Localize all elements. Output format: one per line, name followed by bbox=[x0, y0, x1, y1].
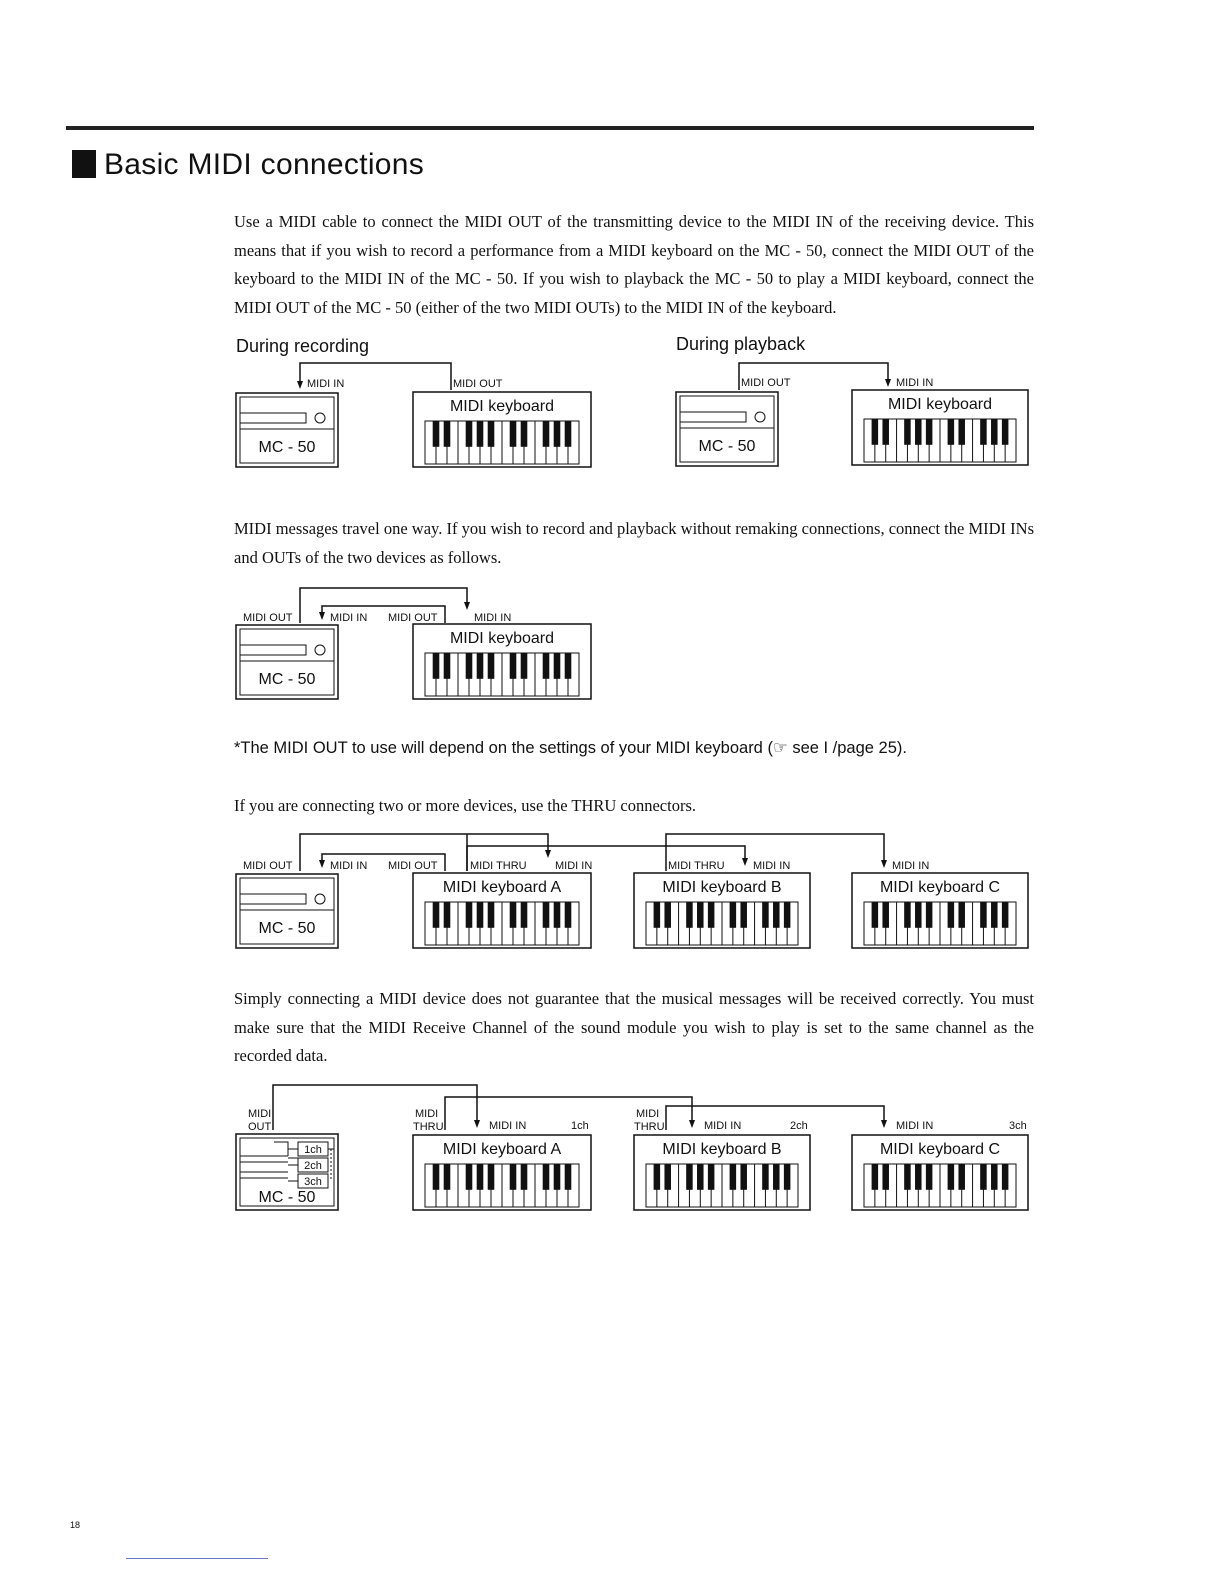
two-way-diagram bbox=[0, 580, 1224, 705]
heading-text: Basic MIDI connections bbox=[104, 148, 425, 181]
midi-label: MIDI bbox=[636, 1108, 660, 1120]
black-key bbox=[980, 419, 987, 445]
mc50-device bbox=[236, 393, 338, 467]
midi-in-label: MIDI IN bbox=[307, 378, 345, 390]
mc50-label: MC - 50 bbox=[258, 439, 316, 456]
thru-label: THRU bbox=[413, 1121, 444, 1133]
midi-in-label: MIDI IN bbox=[896, 1120, 934, 1132]
black-key bbox=[477, 1164, 484, 1190]
black-key bbox=[948, 1164, 955, 1190]
midi-in-label: MIDI IN bbox=[753, 860, 791, 872]
black-key bbox=[980, 1164, 987, 1190]
black-key bbox=[697, 902, 704, 928]
black-key bbox=[466, 1164, 473, 1190]
channel-2-label: 2ch bbox=[790, 1120, 808, 1132]
black-key bbox=[958, 902, 965, 928]
midi-in-label: MIDI IN bbox=[892, 860, 930, 872]
footer-line bbox=[126, 1558, 268, 1559]
keyboard-c-label: MIDI keyboard C bbox=[879, 879, 1001, 896]
midi-keyboard-b bbox=[634, 1135, 810, 1210]
black-key bbox=[762, 902, 769, 928]
black-key bbox=[543, 653, 550, 679]
intro-paragraph: Use a MIDI cable to connect the MIDI OUT of the transmitting device to the MIDI IN of the receiving device. This means that if you wish to record a performance from a MIDI keyboard on the MC - 50, connect the MIDI OUT of the keyboard to the MIDI IN of the MC - 50. If you wish to playback the MC - 50 to play a MIDI keyboard, connect the MIDI OUT of the MC - 50 (either of the two MIDI OUTs) to the MIDI IN of the keyboard. bbox=[234, 212, 1034, 317]
section-heading bbox=[72, 148, 424, 182]
black-key bbox=[1002, 1164, 1009, 1190]
thru-label: THRU bbox=[634, 1121, 665, 1133]
black-key bbox=[521, 1164, 528, 1190]
black-key bbox=[477, 421, 484, 447]
channel-1-label: 1ch bbox=[571, 1120, 589, 1132]
keyboard-b-label: MIDI keyboard B bbox=[662, 1141, 782, 1158]
thru-paragraph: If you are connecting two or more devices, use the THRU connectors. bbox=[234, 796, 697, 815]
black-key bbox=[872, 419, 879, 445]
black-key bbox=[872, 1164, 879, 1190]
midi-keyboard bbox=[413, 392, 591, 467]
black-key bbox=[773, 1164, 780, 1190]
one-way-paragraph: MIDI messages travel one way. If you wish to record and playback without remaking connections, connect the MIDI INs and OUTs of the two devices as follows. bbox=[234, 519, 1034, 567]
black-key bbox=[991, 419, 998, 445]
black-key bbox=[488, 902, 495, 928]
black-key bbox=[477, 902, 484, 928]
black-key bbox=[1002, 419, 1009, 445]
black-key bbox=[444, 1164, 451, 1190]
midi-keyboard-a bbox=[413, 1135, 591, 1210]
black-key bbox=[543, 421, 550, 447]
midi-label: MIDI bbox=[415, 1108, 439, 1120]
black-key bbox=[521, 421, 528, 447]
mc50-label: MC - 50 bbox=[258, 920, 316, 937]
black-key bbox=[433, 902, 440, 928]
midi-keyboard-c bbox=[852, 873, 1028, 948]
black-key bbox=[554, 902, 561, 928]
midi-keyboard-a bbox=[413, 873, 591, 948]
black-key bbox=[433, 1164, 440, 1190]
mc50-device bbox=[676, 392, 778, 466]
black-key bbox=[904, 1164, 911, 1190]
black-key bbox=[466, 653, 473, 679]
black-key bbox=[444, 653, 451, 679]
black-key bbox=[926, 902, 933, 928]
black-key bbox=[510, 421, 517, 447]
black-key bbox=[565, 902, 572, 928]
channel-3-label: 3ch bbox=[1009, 1120, 1027, 1132]
midi-in-label: MIDI IN bbox=[474, 612, 512, 624]
black-key bbox=[565, 1164, 572, 1190]
black-key bbox=[510, 653, 517, 679]
black-key bbox=[784, 1164, 791, 1190]
black-key bbox=[926, 419, 933, 445]
black-key bbox=[433, 653, 440, 679]
recording-label: During recording bbox=[236, 336, 370, 356]
black-key bbox=[708, 1164, 715, 1190]
playback-label: During playback bbox=[676, 334, 806, 354]
black-key bbox=[543, 902, 550, 928]
midi-in-label: MIDI IN bbox=[555, 860, 593, 872]
black-key bbox=[488, 653, 495, 679]
midi-in-label: MIDI IN bbox=[896, 377, 934, 389]
black-key bbox=[980, 902, 987, 928]
black-key bbox=[554, 653, 561, 679]
black-key bbox=[915, 1164, 922, 1190]
black-key bbox=[686, 1164, 693, 1190]
black-key bbox=[664, 1164, 671, 1190]
black-key bbox=[565, 653, 572, 679]
midi-keyboard-b bbox=[634, 873, 810, 948]
midi-thru-label: MIDI THRU bbox=[668, 860, 725, 872]
midi-out-label: MIDI OUT bbox=[388, 612, 438, 624]
black-key bbox=[433, 421, 440, 447]
black-key bbox=[1002, 902, 1009, 928]
midi-in-label: MIDI IN bbox=[704, 1120, 742, 1132]
black-key bbox=[510, 1164, 517, 1190]
keyboard-b-label: MIDI keyboard B bbox=[662, 879, 782, 896]
square-bullet-icon bbox=[72, 150, 96, 178]
black-key bbox=[904, 902, 911, 928]
black-key bbox=[740, 902, 747, 928]
black-key bbox=[521, 653, 528, 679]
black-key bbox=[708, 902, 715, 928]
channel-diagram bbox=[0, 1080, 1224, 1215]
black-key bbox=[697, 1164, 704, 1190]
midi-label: MIDI bbox=[248, 1108, 272, 1120]
keyboard-label: MIDI keyboard bbox=[449, 630, 555, 647]
black-key bbox=[991, 902, 998, 928]
black-key bbox=[762, 1164, 769, 1190]
black-key bbox=[882, 419, 889, 445]
thru-chain-diagram bbox=[0, 828, 1224, 953]
black-key bbox=[730, 902, 737, 928]
black-key bbox=[958, 1164, 965, 1190]
page-number: 18 bbox=[70, 1520, 81, 1530]
black-key bbox=[915, 902, 922, 928]
midi-thru-label: MIDI THRU bbox=[470, 860, 527, 872]
black-key bbox=[773, 902, 780, 928]
midi-out-label: MIDI OUT bbox=[243, 860, 293, 872]
black-key bbox=[466, 902, 473, 928]
mc50-channel-2: 2ch bbox=[304, 1160, 322, 1172]
black-key bbox=[554, 1164, 561, 1190]
midi-keyboard-c bbox=[852, 1135, 1028, 1210]
midi-keyboard bbox=[413, 624, 591, 699]
black-key bbox=[664, 902, 671, 928]
black-key bbox=[654, 902, 661, 928]
black-key bbox=[948, 419, 955, 445]
black-key bbox=[882, 902, 889, 928]
black-key bbox=[488, 1164, 495, 1190]
black-key bbox=[915, 419, 922, 445]
black-key bbox=[730, 1164, 737, 1190]
keyboard-c-label: MIDI keyboard C bbox=[879, 1141, 1001, 1158]
midi-in-label: MIDI IN bbox=[489, 1120, 527, 1132]
keyboard-a-label: MIDI keyboard A bbox=[442, 879, 562, 896]
mc50-channel-1: 1ch bbox=[304, 1144, 322, 1156]
channel-paragraph: Simply connecting a MIDI device does not guarantee that the musical messages will be received correctly. You must make sure that the MIDI Receive Channel of the sound module you wish to play is set to the same channel as the recorded data. bbox=[234, 989, 1034, 1065]
mc50-label: MC - 50 bbox=[258, 671, 316, 688]
recording-playback-diagram bbox=[0, 355, 1224, 475]
mc50-device bbox=[236, 874, 338, 948]
midi-keyboard bbox=[852, 390, 1028, 465]
black-key bbox=[784, 902, 791, 928]
black-key bbox=[554, 421, 561, 447]
top-rule bbox=[66, 126, 1034, 130]
midi-in-label: MIDI IN bbox=[330, 860, 368, 872]
black-key bbox=[904, 419, 911, 445]
midi-out-label: MIDI OUT bbox=[388, 860, 438, 872]
note-text: *The MIDI OUT to use will depend on the settings of your MIDI keyboard (☞ see I /page 25). bbox=[234, 739, 907, 757]
black-key bbox=[958, 419, 965, 445]
midi-out-label: MIDI OUT bbox=[741, 377, 791, 389]
mc50-label: MC - 50 bbox=[258, 1189, 316, 1206]
mc50-device bbox=[236, 1134, 338, 1210]
black-key bbox=[510, 902, 517, 928]
keyboard-label: MIDI keyboard bbox=[887, 396, 993, 413]
black-key bbox=[565, 421, 572, 447]
black-key bbox=[926, 1164, 933, 1190]
keyboard-label: MIDI keyboard bbox=[449, 398, 555, 415]
black-key bbox=[444, 421, 451, 447]
black-key bbox=[686, 902, 693, 928]
black-key bbox=[882, 1164, 889, 1190]
black-key bbox=[543, 1164, 550, 1190]
out-label: OUT bbox=[248, 1121, 272, 1133]
black-key bbox=[466, 421, 473, 447]
black-key bbox=[477, 653, 484, 679]
mc50-label: MC - 50 bbox=[698, 438, 756, 455]
black-key bbox=[521, 902, 528, 928]
midi-in-label: MIDI IN bbox=[330, 612, 368, 624]
mc50-channel-3: 3ch bbox=[304, 1176, 322, 1188]
black-key bbox=[872, 902, 879, 928]
black-key bbox=[991, 1164, 998, 1190]
black-key bbox=[948, 902, 955, 928]
black-key bbox=[740, 1164, 747, 1190]
black-key bbox=[654, 1164, 661, 1190]
midi-out-label: MIDI OUT bbox=[453, 378, 503, 390]
mc50-device bbox=[236, 625, 338, 699]
midi-out-label: MIDI OUT bbox=[243, 612, 293, 624]
keyboard-a-label: MIDI keyboard A bbox=[442, 1141, 562, 1158]
black-key bbox=[488, 421, 495, 447]
black-key bbox=[444, 902, 451, 928]
